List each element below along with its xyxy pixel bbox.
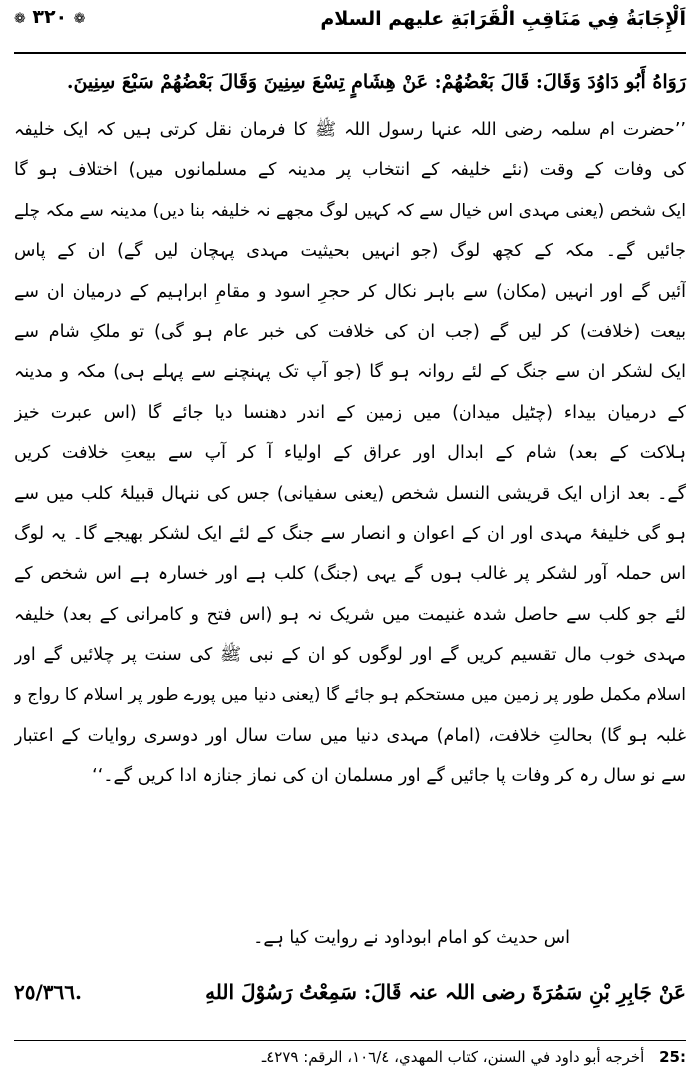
next-hadith [14,980,686,1020]
footnote-divider [14,1040,686,1041]
body-line: مہدی خوب مال تقسیم کریں گے اور لوگوں کو ان کے نبی ﷺ کی سنت پر چلائیں گے اور [14,645,686,666]
arabic-narration: رَوَاهُ أَبُو دَاوُدَ وَقَالَ: قَالَ بَعْضُهُمْ: عَنْ هِشَامٍ تِسْعَ سِنِينَ وَقَالَ بَعْضُهُمْ سَبْعَ سِنِينَ. [66,71,686,93]
footnote-number: :25 [659,1048,686,1066]
closing-line: اس حدیث کو امام ابوداود نے روایت کیا ہے۔ [253,928,570,948]
body-line: کی وفات کے وقت (نئے خلیفہ کے انتخاب پر مدینہ کے مسلمانوں میں) اختلاف ہو گا [14,160,686,181]
body-line: اس حملہ آور لشکر پر غالب ہوں گے یہی (جنگ) کلب ہے اور خسارہ ہے اس شخص کے [14,564,686,585]
body-line: اسلام مکمل طور پر زمین میں مستحکم ہو جائے گا (یعنی دنیا میں پورے طور پر اسلام کا رواج و [14,685,686,706]
footnote [14,1048,686,1066]
urdu-translation [14,110,686,797]
body-line: لئے جو کلب سے حاصل شدہ غنیمت میں شریک نہ ہو (اس فتح و کامرانی کے بعد) خلیفہ [14,604,686,625]
body-line: ایک شخص (یعنی مہدی اس خیال سے کہ کہیں لوگ مجھے نہ خلیفہ بنا دیں) مدینہ سے مکہ چلے [14,200,686,221]
body-line: بیعت (خلافت) کر لیں گے (جب ان کی خلافت کی خبر عام ہو گی) تو ملکِ شام سے [14,321,686,342]
page-number-block [14,6,86,28]
header-divider [14,52,686,54]
body-line: گے۔ بعد ازاں ایک قریشی النسل شخص (یعنی سفیانی) جس کی ننہال قبیلۂ کلب میں سے [14,483,686,504]
body-line: ایک لشکر ان سے جنگ کے لئے روانہ ہو گا (جو آپ تک پہنچنے سے پہلے ہی) مکہ و مدینہ [14,362,686,383]
hadith-arabic-text: عَنْ جَابِرِ بْنِ سَمُرَةَ رضی اللہ عنہ قَالَ: سَمِعْتُ رَسُوْلَ اللهِ [205,980,686,1004]
body-line: آئیں گے اور انہیں (مکان) سے باہر نکال کر حجرِ اسود و مقامِ ابراہیم کے درمیان ان سے [14,281,686,302]
page-header [14,6,686,50]
running-title: اَلْإِجَابَةُ فِي مَنَاقِبِ الْقَرَابَةِ عليهم السلام [320,8,686,30]
body-line: ہلاکت کے بعد) شام کے ابدال اور عراق کے اولیاء آ کر آپ سے بیعتِ خلافت کریں [14,443,686,464]
page-number: ٣٢٠ [32,6,68,28]
body-line: ہو گی خلیفۂ مہدی اور ان کے اعوان و انصار سے جنگ کے لئے ایک لشکر بھیجے گا۔ یہ لوگ [14,523,686,544]
ornament-icon: ❁ [14,11,26,27]
body-line: سے نو سال رہ کر وفات پا جائیں گے اور مسلمان ان کی نماز جنازہ ادا کریں گے۔‘‘ [92,766,686,787]
body-line: جائیں گے۔ مکہ کے کچھ لوگ (جو انہیں بحیثیت مہدی پہچان لیں گے) ان کے پاس [14,241,686,262]
ornament-icon: ❁ [73,11,86,27]
footnote-text: أخرجه أبو داود في السنن، كتاب المهدي، ١٠٦/٤، الرقم: ٤٢٧٩ـ [261,1048,645,1066]
body-line: ’’حضرت ام سلمہ رضی اللہ عنہا رسول اللہ ﷺ کا فرمان نقل کرتی ہیں کہ ایک خلیفہ [14,120,686,140]
hadith-number: ٢٥/٣٦٦. [14,980,82,1004]
body-line: کے درمیان بیداء (چٹیل میدان) میں زمین کے اندر دھنسا دیا جائے گا (اس عبرت خیز [14,402,686,423]
body-line: غلبہ ہو گا) بحالتِ خلافت، (امام) مہدی دنیا میں سات سال اور دوسری روایات کے اعتبار [14,725,686,746]
